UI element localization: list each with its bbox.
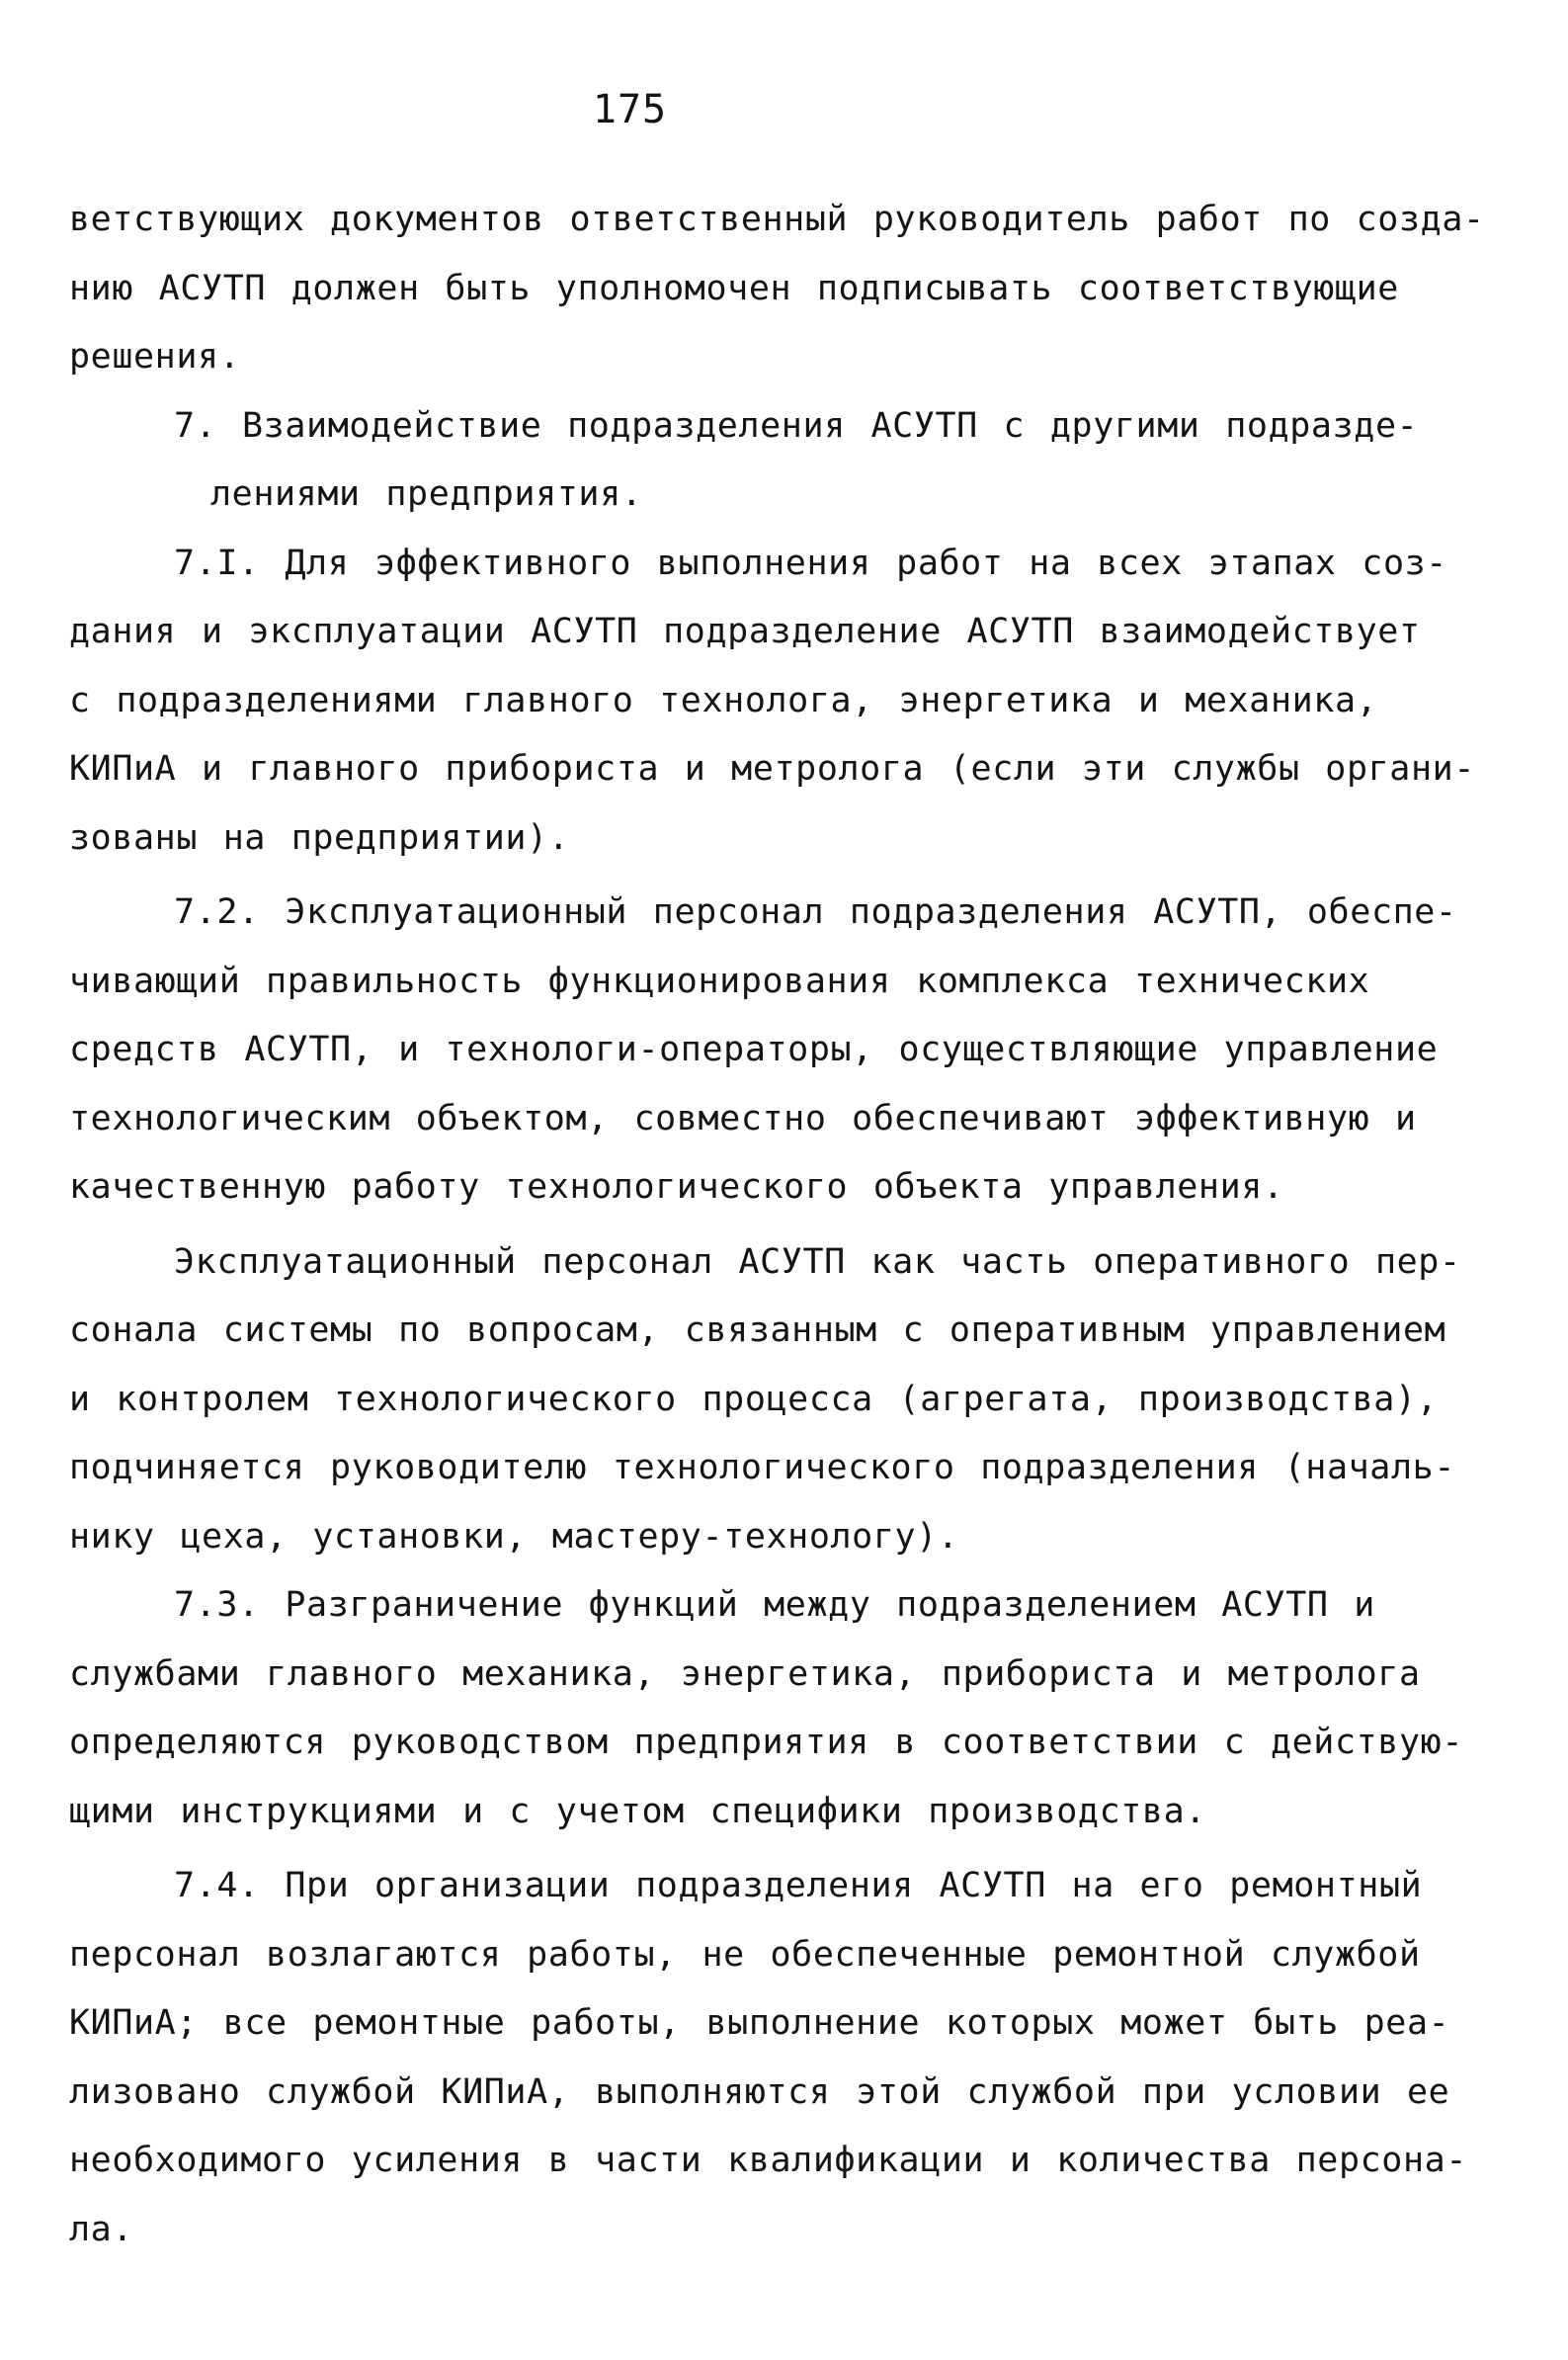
section-heading-continuation: лениями предприятия. [210,474,643,514]
text-line: чивающий правильность функционирования комплекса технических [69,961,1370,1001]
text-line: качественную работу технологического объекта управления. [69,1167,1284,1207]
text-line: КИПиА и главного прибориста и метролога (если эти службы органи- [69,749,1475,789]
text-line: сонала системы по вопросам, связанным с оперативным управлением [69,1310,1446,1350]
text-line: средств АСУТП, и технологи-операторы, осуществляющие управление [69,1030,1439,1069]
text-line: лизовано службой КИПиА, выполняются этой службой при условии ее [69,2071,1450,2112]
page-number: 175 [592,87,668,132]
paragraph-start: Эксплуатационный персонал АСУТП как часть оперативного пер- [174,1241,1461,1282]
text-line: технологическим объектом, совместно обеспечивают эффективную и [69,1098,1417,1138]
text-line: ветствующих документов ответственный руководитель работ по созда- [69,200,1485,239]
text-line: необходимого усиления в части квалификации и количества персона- [69,2141,1467,2180]
text-line: ла. [69,2209,134,2249]
text-line: и контролем технологического процесса (агрегата, производства), [69,1379,1439,1419]
text-line: нику цеха, установки, мастеру-технологу). [69,1516,959,1557]
text-line: нию АСУТП должен быть уполномочен подписывать соответствующие [69,268,1399,308]
text-line: решения. [69,337,241,377]
text-line: КИПиА; все ремонтные работы, выполнение которых может быть реа- [69,2003,1450,2043]
text-line: подчиняется руководителю технологического подразделения (началь- [69,1448,1455,1487]
text-line: с подразделениями главного технолога, энергетика и механика, [69,680,1378,720]
paragraph-start: 7.4. При организации подразделения АСУТП на его ремонтный [174,1866,1423,1905]
paragraph-start: 7.3. Разграничение функций между подразделением АСУТП и [174,1585,1375,1625]
text-line: щими инструкциями и с учетом специфики производства. [69,1791,1206,1831]
section-heading: 7. Взаимодействие подразделения АСУТП с другими подразде- [174,405,1419,446]
text-line: персонал возлагаются работы, не обеспеченные ремонтной службой [69,1934,1421,1975]
text-line: определяются руководством предприятия в соответствии с действую- [69,1723,1463,1762]
text-line: зованы на предприятии). [69,817,570,858]
document-body [69,186,1492,2264]
text-line: дания и эксплуатации АСУТП подразделение АСУТП взаимодействует [69,612,1421,651]
paragraph-start: 7.I. Для эффективного выполнения работ на всех этапах соз- [174,543,1447,583]
text-line: службами главного механика, энергетика, прибориста и метролога [69,1653,1421,1694]
paragraph-start: 7.2. Эксплуатационный персонал подразделения АСУТП, обеспе- [174,892,1457,932]
